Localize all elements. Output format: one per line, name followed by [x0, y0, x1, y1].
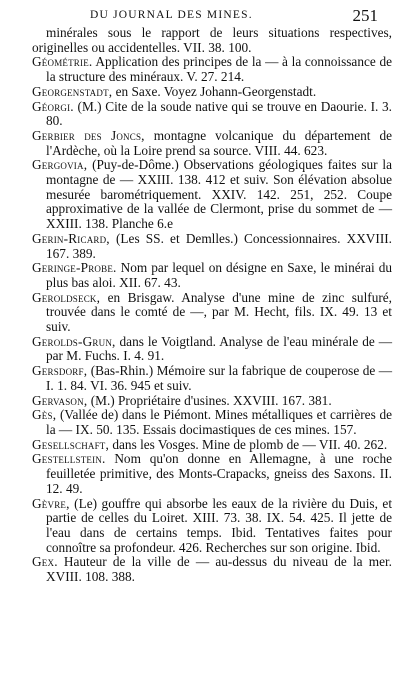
entry-text: en Brisgaw. Analyse d'une mine de zinc sulfuré, trouvée dans le comté de —, par M. Hecht, fils. IX. 49. 13 et suiv. [46, 289, 393, 335]
entry-headword: Gervason, [32, 392, 88, 408]
index-entry [32, 555, 392, 584]
index-entry [32, 261, 392, 290]
entry-text: (Le) gouffre qui absorbe les eaux de la rivière du Duis, et partie de celles du Loiret. XIII. 73. 38. IX. 54. 425. Il jette de l'eau dans de certains temps. Ibid. Tentatives faites pour connoître sa profondeur. 426. Recherches sur son origine. Ibid. [46, 495, 393, 555]
index-entry [32, 129, 392, 158]
entry-text: (M.) Cite de la soude native qui se trouve en Daourie. I. 3. 80. [46, 98, 392, 129]
entry-headword: Gex. [32, 554, 58, 570]
entry-text: en Saxe. Voyez Johann-Georgenstadt. [115, 83, 317, 99]
index-entry [32, 364, 392, 393]
entry-text: (M.) Propriétaire d'usines. XXVIII. 167. 381. [90, 392, 332, 408]
index-entries [32, 26, 392, 585]
entry-text: (Bas-Rhin.) Mémoire sur la fabrique de couperose de — I. 1. 84. VI. 36. 945 et suiv. [46, 363, 392, 393]
entry-text: Hauteur de la ville de — au-dessus du niveau de la mer. XVIII. 108. 388. [46, 554, 392, 585]
index-entry [32, 100, 392, 129]
page-header [0, 6, 406, 26]
entry-text: (Vallée de) dans le Piémont. Mines métalliques et carrières de la — IX. 50. 135. Essais docimastiques de ces mines. 157. [46, 407, 392, 437]
index-entry [32, 394, 392, 409]
index-entry [32, 158, 392, 232]
entry-headword: Gerin-Ricard, [32, 230, 110, 246]
entry-headword: Geroldseck, [32, 289, 101, 305]
running-head: DU JOURNAL DES MINES. [90, 9, 253, 21]
index-entry [32, 452, 392, 496]
entry-text: Nom par lequel on désigne en Saxe, le minérai du plus bas aloi. XII. 67. 43. [46, 260, 392, 290]
entry-text: montagne volcanique du département de l'Ardèche, où la Loire prend sa source. VIII. 44. 623. [46, 127, 392, 158]
page-number: 251 [352, 6, 378, 25]
index-entry [32, 26, 392, 55]
entry-text: Application des principes de la — à la connoissance de la structure des minéraux. V. 27. 214. [46, 54, 392, 85]
entry-headword: Gerbier des Joncs, [32, 127, 145, 143]
index-entry [32, 291, 392, 335]
index-entry [32, 438, 392, 453]
index-entry [32, 335, 392, 364]
entry-headword: Gestellstein. [32, 451, 106, 467]
entry-headword: Gergovia, [32, 157, 88, 173]
entry-headword: Gès, [32, 407, 57, 423]
index-entry [32, 85, 392, 100]
entry-headword: Géométrie. [32, 54, 93, 70]
entry-headword: Gerolds-Grun, [32, 333, 116, 349]
entry-text: (Les SS. et Demlles.) Concessionnaires. XXVIII. 167. 389. [46, 230, 393, 261]
entry-text: dans le Voigtland. Analyse de l'eau minérale de — par M. Fuchs. I. 4. 91. [46, 333, 393, 364]
entry-text: (Puy-de-Dôme.) Observations géologiques faites sur la montagne de — XXIII. 138. 412 et suiv. Son élévation absolue mesurée barométriquement. XXIV. 142. 251, 252. Coupe approximative de la vallée de Clermont, prise du sommet de — XXIII. 138. Planche 6.e [46, 157, 392, 232]
entry-text: dans les Vosges. Mine de plomb de — VII. 40. 262. [112, 436, 388, 452]
entry-headword: Geringe-Probe. [32, 260, 117, 276]
index-entry [32, 232, 392, 261]
index-entry [32, 497, 392, 556]
entry-headword: Gesellschaft, [32, 436, 110, 452]
index-entry [32, 408, 392, 437]
entry-headword: Géorgi. [32, 98, 74, 114]
entry-headword: Georgenstadt, [32, 83, 113, 99]
entry-text: Nom qu'on donne en Allemagne, à une roche feuilletée primitive, des Monts-Crapacks, gneiss des Saxons. II. 12. 49. [46, 451, 392, 496]
entry-text: minérales sous le rapport de leurs situations respectives, originelles ou accidentelles. VII. 38. 100. [32, 25, 392, 55]
entry-headword: Gèvre, [32, 495, 70, 511]
entry-headword: Gersdorf, [32, 363, 88, 379]
index-entry [32, 55, 392, 84]
